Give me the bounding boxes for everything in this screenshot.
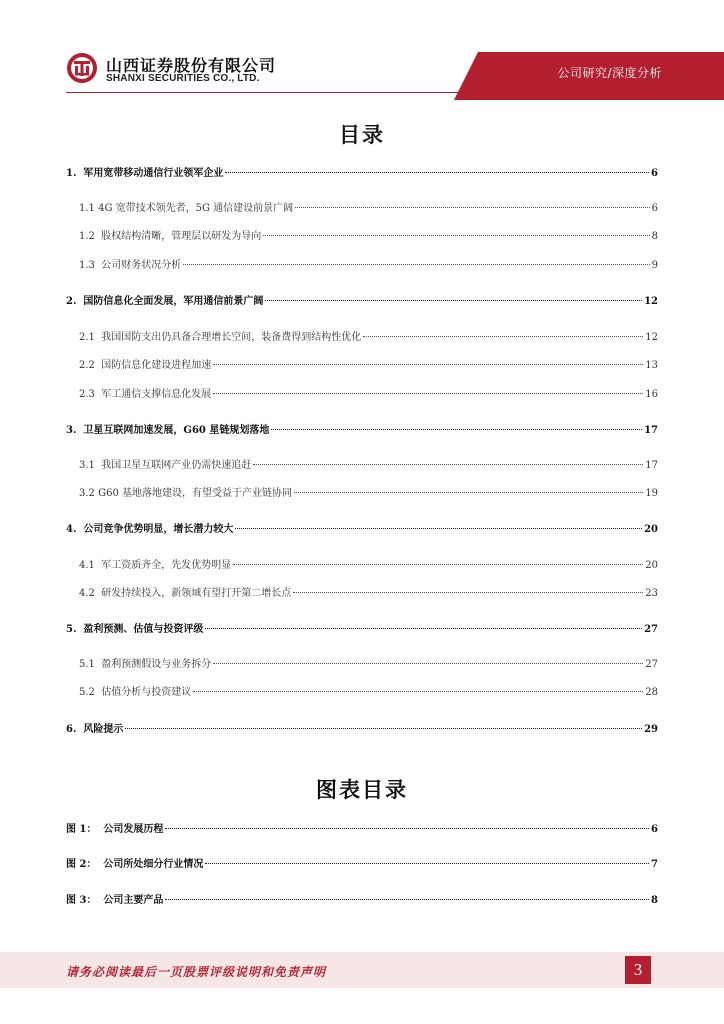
toc-leader-dots	[205, 863, 649, 864]
figure-entry[interactable]	[66, 823, 658, 837]
toc-number: 4.1	[79, 560, 102, 571]
figure-number: 图 1：	[66, 824, 104, 835]
toc-leader-dots	[293, 592, 643, 593]
toc-leader-dots	[183, 264, 649, 265]
toc-entry[interactable]	[79, 259, 658, 273]
header-banner	[0, 0, 724, 100]
toc-page: 13	[645, 360, 658, 371]
toc-entry[interactable]	[66, 723, 658, 737]
toc-label: 我国卫星互联网产业仍需快速追赶	[101, 460, 252, 471]
toc-page: 12	[644, 296, 658, 307]
toc-leader-dots	[213, 663, 643, 664]
toc-number: 1.3	[79, 260, 102, 271]
page-number: 3	[625, 956, 651, 984]
toc-page: 27	[645, 659, 658, 670]
toc-entry[interactable]	[79, 559, 658, 573]
toc-page: 9	[651, 260, 658, 271]
toc-leader-dots	[165, 899, 649, 900]
toc-number: 1.2	[79, 231, 102, 242]
toc-entry[interactable]	[79, 686, 658, 700]
toc-leader-dots	[235, 528, 642, 529]
toc-leader-dots	[294, 492, 643, 493]
toc-entry[interactable]	[79, 459, 658, 473]
header-divider	[66, 92, 660, 93]
toc-number: 5.	[66, 624, 84, 635]
toc-number: 2.	[66, 296, 84, 307]
toc-page: 19	[645, 488, 658, 499]
toc-page: 20	[645, 560, 658, 571]
figure-number: 图 3：	[66, 895, 104, 906]
toc-entry[interactable]	[79, 658, 658, 672]
toc-leader-dots	[233, 564, 643, 565]
toc-number: 5.1	[79, 659, 102, 670]
toc-title: 目录	[339, 123, 385, 147]
shanxi-securities-logo-icon	[66, 52, 98, 84]
toc-label: 我国国防支出仍具备合理增长空间，装备费得到结构性优化	[101, 332, 362, 343]
toc-number: 2.2	[79, 360, 102, 371]
toc-entry[interactable]	[79, 230, 658, 244]
toc-entry[interactable]	[79, 388, 658, 402]
figure-page: 7	[651, 859, 658, 870]
toc-label: 研发持续投入，新领域有望打开第二增长点	[101, 588, 292, 599]
toc-label: 公司竞争优势明显，增长潜力较大	[83, 524, 234, 535]
toc-leader-dots	[125, 728, 642, 729]
toc-label: 盈利预测、估值与投资评级	[83, 624, 204, 635]
figure-entry[interactable]	[66, 894, 658, 908]
footer-disclaimer: 请务必阅读最后一页股票评级说明和免责声明	[66, 965, 327, 979]
toc-leader-dots	[213, 393, 643, 394]
toc-entry[interactable]	[66, 295, 658, 309]
toc-page: 28	[645, 687, 658, 698]
toc-label: 国防信息化建设进程加速	[101, 360, 212, 371]
toc-page: 8	[651, 231, 658, 242]
toc-leader-dots	[263, 235, 649, 236]
toc-label: 估值分析与投资建议	[101, 687, 192, 698]
toc-leader-dots	[205, 628, 642, 629]
toc-entry[interactable]	[79, 359, 658, 373]
figure-label: 公司所处细分行业情况	[103, 859, 204, 870]
toc-number: 2.1	[79, 332, 102, 343]
toc-label: G60 基地落地建设，有望受益于产业链协同	[98, 488, 292, 499]
toc-page: 20	[644, 524, 658, 535]
toc-page: 6	[651, 168, 658, 179]
toc-label: 国防信息化全面发展，军用通信前景广阔	[83, 296, 264, 307]
toc-number: 1.1	[79, 203, 99, 214]
figure-label: 公司主要产品	[103, 895, 164, 906]
toc-page: 17	[645, 460, 658, 471]
toc-entry[interactable]	[66, 623, 658, 637]
toc-label: 盈利预测假设与业务拆分	[101, 659, 212, 670]
toc-leader-dots	[253, 464, 643, 465]
toc-entry[interactable]	[79, 587, 658, 601]
toc-leader-dots	[225, 172, 649, 173]
toc-number: 4.	[66, 524, 84, 535]
toc-number: 3.1	[79, 460, 102, 471]
toc-leader-dots	[363, 336, 643, 337]
toc-label: 公司财务状况分析	[101, 260, 182, 271]
toc-number: 1.	[66, 168, 84, 179]
toc-leader-dots	[165, 828, 649, 829]
toc-leader-dots	[265, 300, 642, 301]
toc-label: 卫星互联网加速发展，G60 星链规划落地	[83, 425, 270, 436]
toc-page: 27	[644, 624, 658, 635]
toc-page: 23	[645, 588, 658, 599]
toc-number: 6.	[66, 724, 84, 735]
page-header	[0, 0, 724, 100]
toc-label: 风险提示	[83, 724, 124, 735]
toc-entry[interactable]	[79, 331, 658, 345]
figure-number: 图 2：	[66, 859, 104, 870]
figure-page: 6	[651, 824, 658, 835]
company-name-cn: 山西证券股份有限公司	[106, 56, 277, 75]
figure-entry[interactable]	[66, 858, 658, 872]
toc-number: 5.2	[79, 687, 102, 698]
toc-label: 4G 宽带技术领先者，5G 通信建设前景广阔	[98, 203, 294, 214]
report-type-label: 公司研究/深度分析	[557, 66, 662, 80]
toc-leader-dots	[213, 364, 643, 365]
toc-page: 17	[644, 425, 658, 436]
toc-page: 6	[651, 203, 658, 214]
toc-label: 军工通信支撑信息化发展	[101, 389, 212, 400]
toc-number: 3.	[66, 425, 84, 436]
toc-entry[interactable]	[79, 202, 658, 216]
toc-entry[interactable]	[66, 167, 658, 181]
toc-number: 2.3	[79, 389, 102, 400]
toc-entry[interactable]	[66, 424, 658, 438]
toc-entry[interactable]	[66, 523, 658, 537]
toc-page: 29	[644, 724, 658, 735]
toc-label: 军工资质齐全，先发优势明显	[101, 560, 232, 571]
toc-number: 3.2	[79, 488, 99, 499]
toc-leader-dots	[271, 429, 642, 430]
company-name-en: SHANXI SECURITIES CO., LTD.	[106, 73, 260, 84]
toc-leader-dots	[295, 207, 649, 208]
toc-number: 4.2	[79, 588, 102, 599]
toc-leader-dots	[193, 691, 643, 692]
toc-page: 16	[645, 389, 658, 400]
figure-list-title: 图表目录	[316, 778, 408, 802]
figure-page: 8	[651, 895, 658, 906]
toc-label: 股权结构清晰，管理层以研发为导向	[101, 231, 262, 242]
toc-page: 12	[645, 332, 658, 343]
figure-label: 公司发展历程	[103, 824, 164, 835]
toc-label: 军用宽带移动通信行业领军企业	[83, 168, 224, 179]
toc-entry[interactable]	[79, 487, 658, 501]
